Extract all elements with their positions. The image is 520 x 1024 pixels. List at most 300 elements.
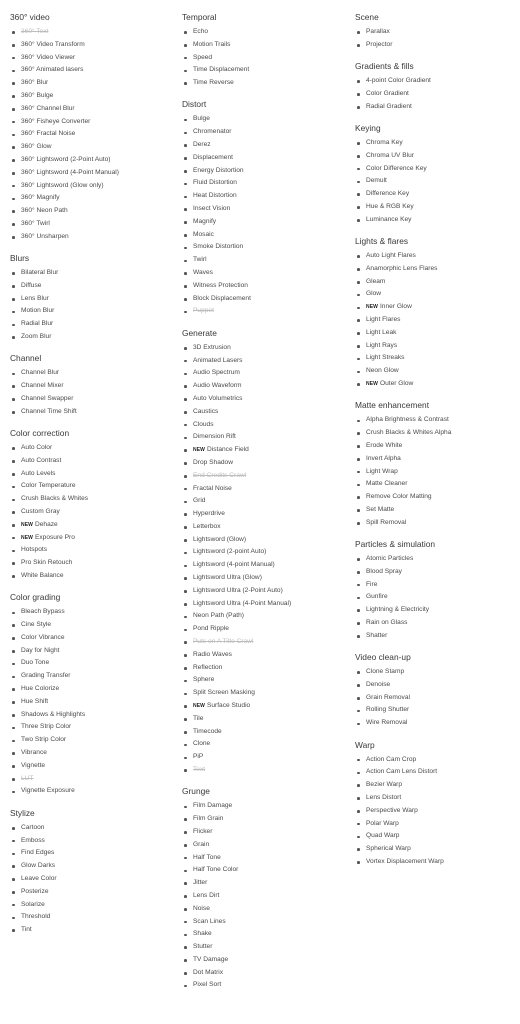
effect-label: Neon Path (Path) [193, 612, 244, 620]
effect-label: Smoke Distortion [193, 243, 244, 251]
effect-label: Hue & RGB Key [366, 202, 414, 210]
effect-label: Radio Waves [193, 650, 232, 658]
effect-label: Grain Removal [366, 693, 410, 701]
effect-label: Hotspots [21, 546, 48, 554]
effect-item [10, 860, 178, 873]
effect-item [355, 427, 520, 440]
category-scene [355, 10, 520, 52]
effect-item [10, 64, 178, 77]
effect-item [182, 267, 350, 280]
effect-item [182, 610, 350, 623]
effect-label: Grid [193, 497, 206, 505]
effect-item [182, 444, 350, 457]
effect-item [10, 167, 178, 180]
effect-label: Radial Blur [21, 320, 54, 328]
effect-item [355, 288, 520, 301]
effect-item [355, 517, 520, 530]
effect-item [10, 480, 178, 493]
effect-item [182, 877, 350, 890]
effect-item [355, 365, 520, 378]
effect-label: Noise [193, 904, 210, 912]
effect-label: Audio Waveform [193, 382, 242, 390]
category-grunge [182, 784, 350, 992]
effect-item [182, 52, 350, 65]
effect-item [10, 280, 178, 293]
effect-item [10, 380, 178, 393]
effect-label: Hue Shift [21, 697, 49, 705]
effect-item [182, 916, 350, 929]
effect-label: Stutter [193, 943, 213, 951]
effect-item [182, 687, 350, 700]
effect-item [10, 90, 178, 103]
category-distort [182, 97, 350, 318]
effect-list [182, 800, 350, 992]
effect-label: Energy Distortion [193, 166, 244, 174]
effect-item [355, 414, 520, 427]
effect-list [355, 137, 520, 227]
effect-list [182, 342, 350, 777]
effect-item [182, 342, 350, 355]
category-heading: Grunge [182, 786, 210, 797]
effect-item [182, 495, 350, 508]
effect-label: Solarize [21, 900, 45, 908]
effect-label: Channel Swapper [21, 394, 74, 402]
effect-label: 360° Video Viewer [21, 53, 76, 61]
effect-label: Matte Cleaner [366, 480, 408, 488]
effect-item [182, 674, 350, 687]
effect-item [182, 457, 350, 470]
effect-label: Vignette [21, 761, 46, 769]
effect-label: Tint [21, 926, 32, 934]
effect-item [10, 557, 178, 570]
effect-label: Remove Color Matting [366, 493, 432, 501]
effect-item [10, 493, 178, 506]
effect-item [355, 263, 520, 276]
effect-item [355, 617, 520, 630]
effect-label: Light Leak [366, 328, 397, 336]
category-color-grading [10, 590, 178, 798]
effect-item [182, 826, 350, 839]
effect-label: Auto Light Flares [366, 252, 416, 260]
effect-label: Quad Warp [366, 832, 400, 840]
effect-label: Vignette Exposure [21, 787, 75, 795]
effect-label: Color Gradient [366, 89, 409, 97]
effect-label: Action Cam Crop [366, 755, 417, 763]
effect-label: Auto Contrast [21, 456, 62, 464]
effect-item [10, 747, 178, 760]
effect-label: Alpha Brightness & Contrast [366, 416, 449, 424]
category-keying [355, 121, 520, 227]
category-particles-simulation [355, 537, 520, 643]
effect-label: Parallax [366, 28, 390, 35]
effect-item [182, 380, 350, 393]
effect-label: Letterbox [193, 522, 221, 530]
new-badge: NEW [21, 521, 33, 528]
effect-label: 360° Text [21, 28, 49, 35]
effect-label: Duo Tone [21, 659, 50, 667]
effect-item [182, 367, 350, 380]
effect-label: Crush Blacks & Whites [21, 495, 89, 503]
effect-item [182, 293, 350, 306]
effect-item [355, 491, 520, 504]
effect-item [10, 180, 178, 193]
effect-item [182, 941, 350, 954]
effect-item [355, 188, 520, 201]
category-heading: Color correction [10, 428, 70, 439]
effect-label: Anamorphic Lens Flares [366, 264, 438, 272]
effect-item [355, 250, 520, 263]
effect-item [182, 890, 350, 903]
effect-label: Grain [193, 840, 210, 848]
effect-label: Witness Protection [193, 281, 248, 289]
effect-label: Polar Warp [366, 819, 399, 827]
effect-label: Channel Mixer [21, 382, 64, 390]
category-heading: Video clean-up [355, 652, 411, 663]
effect-label: Film Damage [193, 802, 233, 810]
effect-label: Vortex Displacement Warp [366, 857, 444, 865]
effect-item [355, 301, 520, 314]
effect-label: Channel Blur [21, 369, 60, 377]
effect-item [355, 26, 520, 39]
effect-label: Grading Transfer [21, 672, 71, 680]
effect-label: Rolling Shutter [366, 706, 410, 714]
effect-label: Projector [366, 40, 393, 48]
effect-label: Pixel Sort [193, 981, 222, 989]
effect-item [10, 103, 178, 116]
effect-item [182, 470, 350, 483]
effect-item [355, 566, 520, 579]
effect-item [182, 177, 350, 190]
effect-label: Lightsword (2-point Auto) [193, 548, 267, 556]
effect-item [10, 192, 178, 205]
effect-item [10, 683, 178, 696]
effect-label: Clone [193, 740, 211, 748]
effect-item [355, 453, 520, 466]
effect-item [355, 478, 520, 491]
effect-label: Drop Shadow [193, 458, 233, 466]
effect-label: 4-point Color Gradient [366, 77, 431, 85]
effect-item [182, 534, 350, 547]
effect-item [355, 579, 520, 592]
effect-label: Caustics [193, 407, 219, 415]
effect-item [355, 830, 520, 843]
effect-label: Mosaic [193, 230, 214, 238]
effect-label: 360° Unsharpen [21, 232, 69, 240]
effect-label: Distance Field [206, 446, 249, 454]
effect-item [182, 431, 350, 444]
effect-label: Three Strip Color [21, 723, 72, 731]
effect-list [10, 367, 178, 418]
effect-label: Light Streaks [366, 354, 405, 362]
effect-item [355, 792, 520, 805]
effect-item [10, 128, 178, 141]
effect-label: Speed [193, 53, 213, 61]
effect-item [355, 766, 520, 779]
effect-label: Channel Time Shift [21, 407, 77, 415]
effect-item [10, 367, 178, 380]
effect-label: Exposure Pro [34, 533, 75, 541]
effect-label: Cine Style [21, 621, 52, 629]
effect-item [10, 835, 178, 848]
effect-item [182, 305, 350, 318]
effect-label: Zoom Blur [21, 333, 52, 341]
effect-item [182, 713, 350, 726]
effect-item [182, 700, 350, 713]
effect-label: Demult [366, 177, 387, 185]
category-heading: 360° video [10, 12, 50, 22]
effect-item [182, 508, 350, 521]
effect-label: Displacement [193, 153, 233, 161]
effect-list [355, 250, 520, 391]
effect-item [182, 203, 350, 216]
effect-label: Chroma Key [366, 138, 403, 146]
effect-item [182, 954, 350, 967]
effect-label: Pond Ripple [193, 625, 229, 633]
effect-label: Half Tone [193, 853, 221, 861]
effect-item [10, 873, 178, 886]
effect-item [182, 839, 350, 852]
effect-label: Lightsword Ultra (Glow) [193, 574, 262, 582]
effect-label: Radial Gradient [366, 102, 412, 110]
effect-label: Lightsword Ultra (4-Point Manual) [193, 599, 292, 607]
effect-label: Clone Stamp [366, 668, 405, 676]
effect-label: Puppet [193, 307, 214, 315]
effect-item [10, 77, 178, 90]
effect-label: Chromenator [193, 128, 232, 136]
effect-label: Magnify [193, 217, 217, 225]
effect-item [182, 928, 350, 941]
effect-label: Custom Gray [21, 508, 60, 515]
effect-label: Auto Volumetrics [193, 394, 243, 402]
effect-item [182, 800, 350, 813]
effect-label: Time Reverse [193, 79, 234, 87]
effect-item [10, 267, 178, 280]
effect-item [355, 378, 520, 391]
effect-label: Derez [193, 141, 211, 149]
effect-item [10, 657, 178, 670]
effect-item [182, 152, 350, 165]
effect-label: Outer Glow [379, 380, 414, 388]
effect-list [182, 26, 350, 90]
category-gradients-fills [355, 59, 520, 113]
effect-item [10, 773, 178, 786]
effect-item [182, 864, 350, 877]
effect-label: Posterize [21, 887, 49, 895]
category-blurs [10, 251, 178, 344]
effects-column-2 [182, 10, 350, 1000]
effect-item [182, 139, 350, 152]
effect-label: Light Rays [366, 341, 398, 349]
effect-label: 360° Lightsword (2-Point Auto) [21, 155, 111, 163]
effect-item [355, 101, 520, 114]
category-channel [10, 351, 178, 418]
effect-item [355, 666, 520, 679]
category-heading: Temporal [182, 12, 217, 22]
effect-list [10, 822, 178, 937]
category-lights-flares [355, 234, 520, 391]
effect-list [10, 26, 178, 244]
effect-list [10, 442, 178, 583]
effect-label: Jitter [193, 879, 208, 887]
category-generate [182, 326, 350, 777]
effect-item [10, 570, 178, 583]
effect-item [10, 305, 178, 318]
effect-item [182, 546, 350, 559]
effect-label: Dehaze [34, 520, 58, 528]
effect-label: White Balance [21, 571, 64, 579]
effect-label: Tile [193, 714, 204, 722]
effect-label: Lightning & Electricity [366, 606, 430, 614]
effect-label: Film Grain [193, 815, 224, 823]
effect-item [182, 126, 350, 139]
effect-label: Flicker [193, 827, 213, 835]
effect-label: Color Temperature [21, 482, 76, 490]
effect-label: Perspective Warp [366, 806, 418, 814]
effect-item [355, 440, 520, 453]
effect-label: Difference Key [366, 190, 410, 198]
effect-item [10, 632, 178, 645]
effect-label: Motion Trails [193, 40, 231, 48]
effect-label: Emboss [21, 836, 45, 844]
effect-item [10, 734, 178, 747]
effect-label: Spherical Warp [366, 845, 411, 853]
effect-item [10, 231, 178, 244]
effect-list [10, 606, 178, 798]
effect-list [355, 26, 520, 52]
effect-item [355, 679, 520, 692]
effect-label: Neon Glow [366, 367, 399, 375]
effect-item [10, 455, 178, 468]
effect-item [10, 506, 178, 519]
effect-item [10, 709, 178, 722]
effect-item [182, 355, 350, 368]
effect-item [182, 483, 350, 496]
effect-item [355, 314, 520, 327]
effect-item [10, 886, 178, 899]
effect-label: Bulge [193, 115, 210, 123]
effect-item [10, 39, 178, 52]
effect-label: 360° Blur [21, 79, 49, 87]
effect-label: Shadows & Highlights [21, 710, 86, 718]
effect-label: 360° Fisheye Converter [21, 117, 91, 125]
category-heading: Blurs [10, 253, 30, 264]
effect-item [355, 340, 520, 353]
category-heading: Color grading [10, 592, 61, 603]
effect-label: Waves [193, 269, 213, 277]
effect-item [355, 591, 520, 604]
effect-list [355, 553, 520, 643]
effect-item [182, 903, 350, 916]
effect-label: Shatter [366, 631, 388, 639]
effect-label: Inner Glow [379, 303, 412, 311]
effect-label: Glow Darks [21, 862, 56, 870]
category-heading: Scene [355, 12, 379, 22]
effect-label: Reflection [193, 663, 223, 671]
effect-item [355, 805, 520, 818]
effect-item [10, 645, 178, 658]
effect-item [355, 201, 520, 214]
effect-label: 360° Channel Blur [21, 104, 75, 112]
new-badge: NEW [21, 534, 33, 541]
effect-item [10, 406, 178, 419]
effect-label: Lightsword (Glow) [193, 535, 247, 543]
effect-label: PiP [193, 753, 204, 761]
effect-label: 3D Extrusion [193, 343, 231, 351]
effect-label: Hue Colorize [21, 685, 60, 693]
effect-label: Chroma UV Blur [366, 151, 415, 159]
effect-label: TV Damage [193, 955, 229, 963]
category-heading: Generate [182, 327, 217, 338]
category-temporal [182, 10, 350, 90]
effect-item [182, 585, 350, 598]
category-heading: Stylize [10, 807, 35, 818]
effect-item [355, 754, 520, 767]
effect-item [182, 967, 350, 980]
effect-item [10, 331, 178, 344]
effect-item [355, 75, 520, 88]
effect-item [355, 856, 520, 869]
effect-item [10, 468, 178, 481]
effect-item [182, 165, 350, 178]
effect-item [10, 218, 178, 231]
effect-label: Timecode [193, 727, 222, 735]
effect-item [355, 137, 520, 150]
effect-item [355, 214, 520, 227]
effect-item [182, 726, 350, 739]
effect-item [10, 293, 178, 306]
effect-item [355, 276, 520, 289]
effect-item [10, 924, 178, 937]
effect-label: Dimension Rift [193, 433, 236, 441]
category-heading: Lights & flares [355, 236, 409, 247]
effect-item [355, 779, 520, 792]
effect-label: Echo [193, 28, 209, 35]
effect-label: Half Tone Color [193, 866, 239, 874]
effect-item [10, 442, 178, 455]
category-heading: Warp [355, 739, 375, 750]
effect-item [182, 406, 350, 419]
effect-label: Atomic Particles [366, 555, 414, 562]
effect-item [355, 175, 520, 188]
effect-item [10, 899, 178, 912]
effect-item [10, 785, 178, 798]
effect-item [10, 911, 178, 924]
effect-label: 360° Lightsword (Glow only) [21, 181, 104, 189]
effect-item [182, 764, 350, 777]
effect-label: Bezier Warp [366, 781, 403, 789]
category-heading: Channel [10, 353, 42, 364]
effect-label: Wire Removal [366, 719, 408, 727]
effect-label: 360° Bulge [21, 91, 54, 99]
effect-label: Erode White [366, 441, 403, 449]
effect-item [182, 39, 350, 52]
effect-item [10, 721, 178, 734]
effect-label: Find Edges [21, 849, 55, 857]
effect-label: Threshold [21, 913, 51, 921]
effect-label: 360° Twirl [21, 219, 50, 227]
effect-item [182, 113, 350, 126]
effect-item [355, 163, 520, 176]
effect-label: Lens Blur [21, 294, 49, 302]
effect-item [182, 64, 350, 77]
effect-label: Animated Lasers [193, 356, 243, 364]
effect-item [10, 760, 178, 773]
category-video-clean-up [355, 650, 520, 730]
effect-item [355, 630, 520, 643]
effect-item [182, 521, 350, 534]
effect-label: Sphere [193, 676, 215, 684]
effect-label: Action Cam Lens Distort [366, 768, 438, 776]
